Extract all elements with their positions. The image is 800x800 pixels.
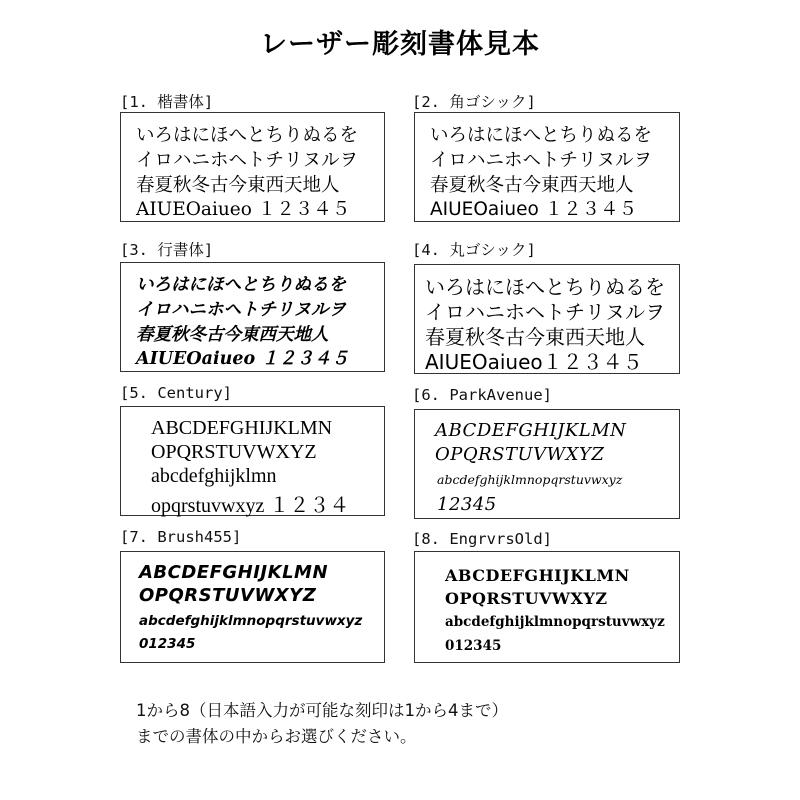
footer-note-line-2: までの書体の中からお選びください。 [136, 727, 417, 746]
sample-line-hiragana: いろはにほへとちりぬるを [425, 275, 665, 299]
sample-line-kanji: 春夏秋冬古今東西天地人 [136, 175, 340, 196]
sample-line-hiragana: いろはにほへとちりぬるを [136, 125, 359, 146]
sample-line-numerals: 012345 [139, 636, 196, 652]
sample-line-uppercase-2: OPQRSTUVWXYZ [435, 444, 605, 465]
sample-line-alphanumeric: AIUEOaiueo１２３４５ [425, 350, 643, 374]
sample-line-alphanumeric: AIUEOaiueo １２３４５ [136, 199, 351, 220]
sample-line-kanji: 春夏秋冬古今東西天地人 [430, 175, 634, 196]
sample-box-century [120, 406, 385, 516]
sample-line-uppercase-2: OPQRSTUVWXYZ [445, 589, 608, 608]
sample-line-katakana: イロハニホヘトチリヌルヲ [136, 300, 346, 320]
font-label-brush455: [7. Brush455] [120, 528, 242, 546]
font-label-engrvrsold: [8. EngrvrsOld] [412, 530, 552, 548]
sample-box-gyosho [120, 262, 385, 372]
sample-line-hiragana: いろはにほへとちりぬるを [136, 275, 346, 295]
sample-box-kaisho [120, 112, 385, 222]
sample-line-katakana: イロハニホヘトチリヌルヲ [136, 150, 359, 171]
font-label-maru-gothic: [4. 丸ゴシック] [412, 241, 536, 259]
sample-line-lowercase-1: abcdefghijklmn [151, 465, 277, 487]
font-label-gyosho: [3. 行書体] [120, 241, 214, 259]
sample-line-lowercase: abcdefghijklmnopqrstuvwxyz [437, 472, 623, 487]
sample-line-uppercase-1: ABCDEFGHIJKLMN [151, 417, 333, 439]
sample-line-lowercase: abcdefghijklmnopqrstuvwxyz [445, 614, 665, 630]
sample-line-lowercase: abcdefghijklmnopqrstuvwxyz [139, 613, 363, 629]
sample-box-brush455 [120, 551, 385, 663]
page-title: レーザー彫刻書体見本 [260, 29, 540, 60]
sample-line-katakana: イロハニホヘトチリヌルヲ [425, 300, 665, 324]
font-label-kaku-gothic: [2. 角ゴシック] [412, 93, 536, 111]
sample-line-uppercase-2: OPQRSTUVWXYZ [151, 441, 317, 463]
sample-line-uppercase-1: ABCDEFGHIJKLMN [435, 420, 627, 441]
font-label-century: [5. Century] [120, 384, 232, 402]
sample-line-uppercase-2: OPQRSTUVWXYZ [139, 585, 317, 606]
sample-line-hiragana: いろはにほへとちりぬるを [430, 125, 653, 146]
sample-line-katakana: イロハニホヘトチリヌルヲ [430, 150, 653, 171]
sample-line-kanji: 春夏秋冬古今東西天地人 [425, 325, 645, 349]
sample-box-engrvrsold [414, 551, 680, 663]
sample-box-maru-gothic [414, 264, 680, 374]
footer-note-line-1: 1から8（日本語入力が可能な刻印は1から4まで） [136, 701, 508, 720]
sample-line-kanji: 春夏秋冬古今東西天地人 [136, 325, 329, 345]
sample-line-lowercase-2: opqrstuvwxyz １２３４ [151, 495, 350, 517]
sample-line-numerals: 012345 [445, 638, 502, 654]
sample-line-uppercase-1: ABCDEFGHIJKLMN [445, 566, 630, 585]
font-label-parkavenue: [6. ParkAvenue] [412, 386, 552, 404]
sample-box-parkavenue [414, 409, 680, 519]
sample-line-alphanumeric: AIUEOaiueo １２３４５ [430, 199, 638, 220]
font-label-kaisho: [1. 楷書体] [120, 93, 214, 111]
sample-line-uppercase-1: ABCDEFGHIJKLMN [139, 562, 329, 583]
sample-line-numerals: 12345 [437, 494, 497, 515]
sample-line-alphanumeric: AIUEOaiueo １２３４５ [136, 349, 349, 369]
sample-box-kaku-gothic [414, 112, 680, 222]
